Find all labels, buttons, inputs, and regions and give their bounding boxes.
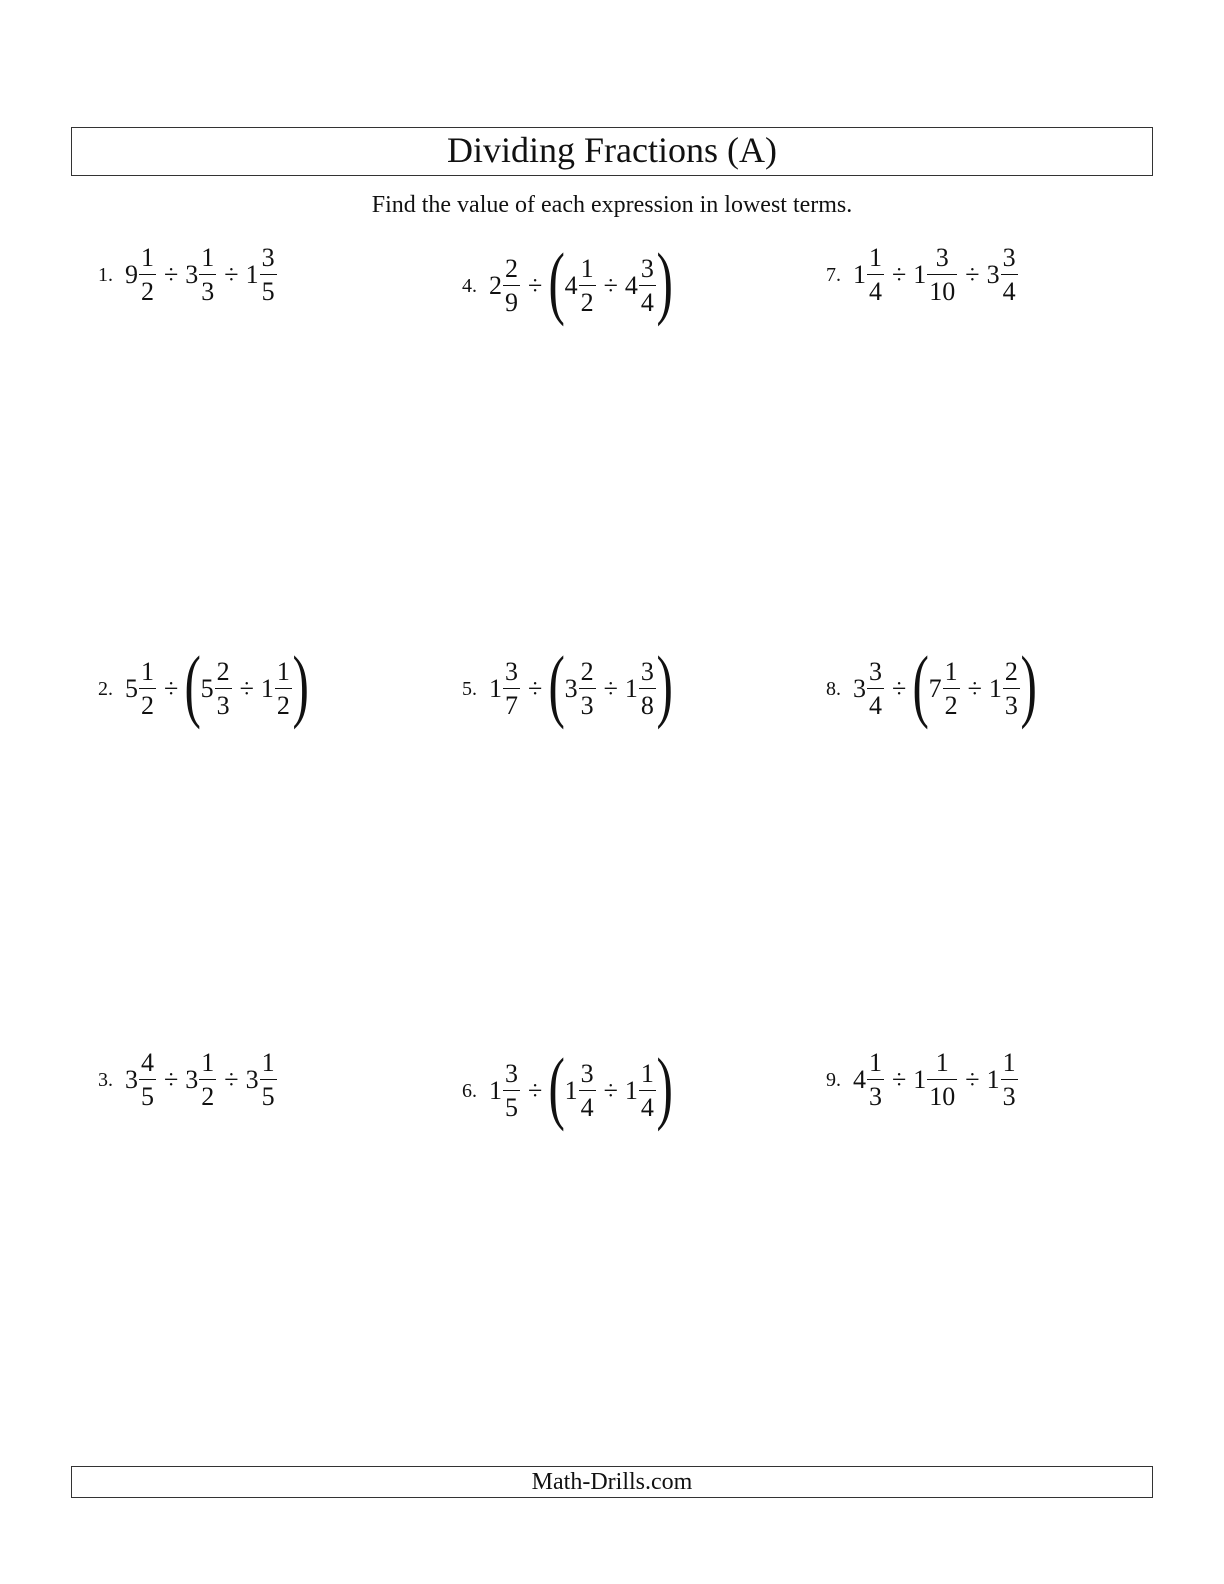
fraction [579, 659, 596, 719]
mixed-number-2 [929, 659, 961, 719]
fraction [927, 1050, 957, 1110]
problem-number: 7. [826, 263, 841, 286]
denominator: 3 [201, 277, 215, 306]
fraction-bar [260, 1079, 277, 1080]
fraction [260, 1050, 277, 1110]
problem-1 [98, 245, 278, 305]
mixed-number-1 [853, 1050, 885, 1110]
numerator: 2 [580, 657, 594, 686]
mixed-number-1 [125, 1050, 157, 1110]
fraction-bar [639, 688, 656, 689]
numerator: 1 [276, 657, 290, 686]
problem-number: 1. [98, 263, 113, 286]
fraction [1001, 245, 1018, 305]
numerator: 3 [580, 1059, 594, 1088]
denominator: 3 [1004, 691, 1018, 720]
whole-part: 3 [564, 674, 578, 703]
fraction-bar [199, 274, 216, 275]
denominator: 2 [944, 691, 958, 720]
divide-sign: ÷ [528, 674, 543, 703]
fraction-bar [579, 688, 596, 689]
divide-sign: ÷ [892, 260, 907, 289]
numerator: 1 [869, 243, 882, 272]
numerator: 2 [1004, 657, 1018, 686]
divide-sign: ÷ [892, 674, 907, 703]
fraction [927, 245, 957, 305]
problem-number: 8. [826, 677, 841, 700]
problem-8 [826, 639, 1037, 730]
open-paren: ( [912, 639, 930, 730]
problem-number: 9. [826, 1068, 841, 1091]
fraction [867, 659, 884, 719]
fraction [260, 245, 277, 305]
whole-part: 7 [928, 674, 942, 703]
whole-part: 1 [624, 1076, 638, 1105]
fraction-bar [503, 285, 520, 286]
numerator: 1 [640, 1059, 654, 1088]
fraction-bar [503, 1090, 520, 1091]
numerator: 1 [201, 243, 215, 272]
fraction [579, 1061, 596, 1121]
mixed-number-3 [989, 659, 1021, 719]
fraction-bar [503, 688, 520, 689]
numerator: 3 [935, 243, 949, 272]
mixed-number-1 [489, 256, 521, 316]
whole-part: 1 [245, 260, 259, 289]
numerator: 1 [261, 1048, 275, 1077]
fraction [139, 659, 156, 719]
fraction [503, 659, 520, 719]
mixed-number-3 [246, 1050, 278, 1110]
mixed-number-3 [625, 659, 657, 719]
mixed-number-3 [625, 1061, 657, 1121]
problem-number: 6. [462, 1079, 477, 1102]
numerator: 1 [944, 657, 958, 686]
whole-part: 1 [913, 260, 927, 289]
problem-number: 4. [462, 274, 477, 297]
divide-sign: ÷ [965, 260, 980, 289]
mixed-number-1 [853, 245, 885, 305]
mixed-number-2 [913, 245, 958, 305]
numerator: 3 [640, 657, 654, 686]
fraction-bar [139, 688, 156, 689]
fraction [867, 245, 884, 305]
whole-part: 1 [913, 1065, 927, 1094]
fraction-bar [927, 274, 957, 275]
numerator: 1 [1002, 1048, 1016, 1077]
numerator: 2 [216, 657, 230, 686]
mixed-number-3 [987, 1050, 1019, 1110]
whole-part: 3 [986, 260, 1000, 289]
mixed-number-1 [489, 1061, 521, 1121]
fraction [139, 245, 156, 305]
mixed-number-2 [201, 659, 233, 719]
denominator: 9 [505, 288, 518, 317]
whole-part: 1 [489, 674, 502, 703]
fraction-bar [139, 1079, 156, 1080]
problem-number: 3. [98, 1068, 113, 1091]
mixed-number-1 [489, 659, 521, 719]
denominator: 2 [141, 691, 154, 720]
whole-part: 3 [853, 674, 866, 703]
numerator: 3 [1002, 243, 1016, 272]
worksheet-title: Dividing Fractions (A) [71, 127, 1153, 176]
denominator: 4 [1002, 277, 1016, 306]
fraction-bar [867, 1079, 884, 1080]
numerator: 3 [869, 657, 882, 686]
denominator: 4 [640, 1093, 654, 1122]
fraction-bar [639, 1090, 656, 1091]
mixed-number-1 [853, 659, 885, 719]
denominator: 10 [929, 277, 956, 306]
whole-part: 2 [489, 271, 502, 300]
open-paren: ( [548, 236, 566, 327]
close-paren: ) [1020, 639, 1037, 730]
fraction [639, 256, 656, 316]
problem-number: 5. [462, 677, 477, 700]
fraction-bar [1003, 688, 1020, 689]
divide-sign: ÷ [965, 1065, 980, 1094]
numerator: 1 [580, 254, 594, 283]
fraction-bar [943, 688, 960, 689]
divide-sign: ÷ [603, 674, 618, 703]
mixed-number-1 [125, 245, 157, 305]
divide-sign: ÷ [892, 1065, 907, 1094]
numerator: 3 [261, 243, 275, 272]
fraction-bar [275, 688, 292, 689]
mixed-number-3 [625, 256, 657, 316]
mixed-number-2 [565, 256, 597, 316]
numerator: 1 [201, 1048, 215, 1077]
whole-part: 4 [853, 1065, 866, 1094]
problem-9 [826, 1050, 1019, 1110]
mixed-number-2 [913, 1050, 958, 1110]
fraction [639, 659, 656, 719]
fraction-bar [867, 688, 884, 689]
problem-2 [98, 639, 309, 730]
fraction [199, 1050, 216, 1110]
denominator: 3 [216, 691, 230, 720]
numerator: 4 [141, 1048, 154, 1077]
divide-sign: ÷ [528, 1076, 543, 1105]
close-paren: ) [292, 639, 309, 730]
open-paren: ( [184, 639, 202, 730]
denominator: 10 [929, 1082, 956, 1111]
numerator: 1 [935, 1048, 949, 1077]
fraction [639, 1061, 656, 1121]
fraction-bar [579, 1090, 596, 1091]
problem-number: 2. [98, 677, 113, 700]
mixed-number-3 [246, 245, 278, 305]
denominator: 2 [201, 1082, 215, 1111]
numerator: 3 [640, 254, 654, 283]
whole-part: 3 [185, 260, 199, 289]
instructions: Find the value of each expression in lowest terms. [371, 192, 853, 218]
denominator: 2 [141, 277, 154, 306]
mixed-number-2 [565, 659, 597, 719]
whole-part: 1 [564, 1076, 578, 1105]
denominator: 4 [869, 691, 882, 720]
denominator: 7 [505, 691, 518, 720]
denominator: 3 [869, 1082, 882, 1111]
divide-sign: ÷ [224, 1065, 239, 1094]
denominator: 5 [261, 277, 275, 306]
fraction-bar [1001, 274, 1018, 275]
fraction-bar [867, 274, 884, 275]
denominator: 3 [1002, 1082, 1016, 1111]
divide-sign: ÷ [603, 1076, 618, 1105]
numerator: 3 [505, 657, 518, 686]
denominator: 4 [640, 288, 654, 317]
whole-part: 1 [988, 674, 1002, 703]
fraction [199, 245, 216, 305]
whole-part: 4 [564, 271, 578, 300]
denominator: 4 [869, 277, 882, 306]
fraction [139, 1050, 156, 1110]
problem-7 [826, 245, 1019, 305]
whole-part: 1 [260, 674, 274, 703]
whole-part: 1 [986, 1065, 1000, 1094]
fraction-bar [927, 1079, 957, 1080]
close-paren: ) [656, 236, 673, 327]
fraction-bar [199, 1079, 216, 1080]
whole-part: 1 [624, 674, 638, 703]
close-paren: ) [656, 639, 673, 730]
open-paren: ( [548, 639, 566, 730]
fraction [215, 659, 232, 719]
numerator: 1 [141, 243, 154, 272]
problem-5 [462, 639, 673, 730]
divide-sign: ÷ [528, 271, 543, 300]
fraction [275, 659, 292, 719]
divide-sign: ÷ [224, 260, 239, 289]
mixed-number-2 [565, 1061, 597, 1121]
fraction [503, 256, 520, 316]
fraction-bar [215, 688, 232, 689]
problem-3 [98, 1050, 278, 1110]
close-paren: ) [656, 1041, 673, 1132]
denominator: 2 [276, 691, 290, 720]
denominator: 5 [141, 1082, 154, 1111]
mixed-number-3 [987, 245, 1019, 305]
mixed-number-1 [125, 659, 157, 719]
whole-part: 5 [125, 674, 138, 703]
whole-part: 4 [624, 271, 638, 300]
problem-4 [462, 236, 673, 327]
mixed-number-2 [185, 1050, 217, 1110]
whole-part: 1 [489, 1076, 502, 1105]
whole-part: 3 [245, 1065, 259, 1094]
fraction-bar [260, 274, 277, 275]
divide-sign: ÷ [164, 260, 179, 289]
fraction-bar [639, 285, 656, 286]
mixed-number-2 [185, 245, 217, 305]
denominator: 8 [640, 691, 654, 720]
fraction [1003, 659, 1020, 719]
whole-part: 9 [125, 260, 138, 289]
whole-part: 1 [853, 260, 866, 289]
fraction [867, 1050, 884, 1110]
fraction [1001, 1050, 1018, 1110]
denominator: 5 [261, 1082, 275, 1111]
numerator: 3 [505, 1059, 518, 1088]
divide-sign: ÷ [967, 674, 982, 703]
open-paren: ( [548, 1041, 566, 1132]
whole-part: 5 [200, 674, 214, 703]
denominator: 3 [580, 691, 594, 720]
whole-part: 3 [125, 1065, 138, 1094]
whole-part: 3 [185, 1065, 199, 1094]
numerator: 1 [141, 657, 154, 686]
denominator: 2 [580, 288, 594, 317]
divide-sign: ÷ [603, 271, 618, 300]
fraction [503, 1061, 520, 1121]
fraction [579, 256, 596, 316]
fraction-bar [1001, 1079, 1018, 1080]
fraction [943, 659, 960, 719]
divide-sign: ÷ [239, 674, 254, 703]
problem-6 [462, 1041, 673, 1132]
divide-sign: ÷ [164, 1065, 179, 1094]
footer: Math-Drills.com [71, 1466, 1153, 1498]
fraction-bar [139, 274, 156, 275]
denominator: 4 [580, 1093, 594, 1122]
fraction-bar [579, 285, 596, 286]
denominator: 5 [505, 1093, 518, 1122]
numerator: 1 [869, 1048, 882, 1077]
mixed-number-3 [261, 659, 293, 719]
numerator: 2 [505, 254, 518, 283]
divide-sign: ÷ [164, 674, 179, 703]
